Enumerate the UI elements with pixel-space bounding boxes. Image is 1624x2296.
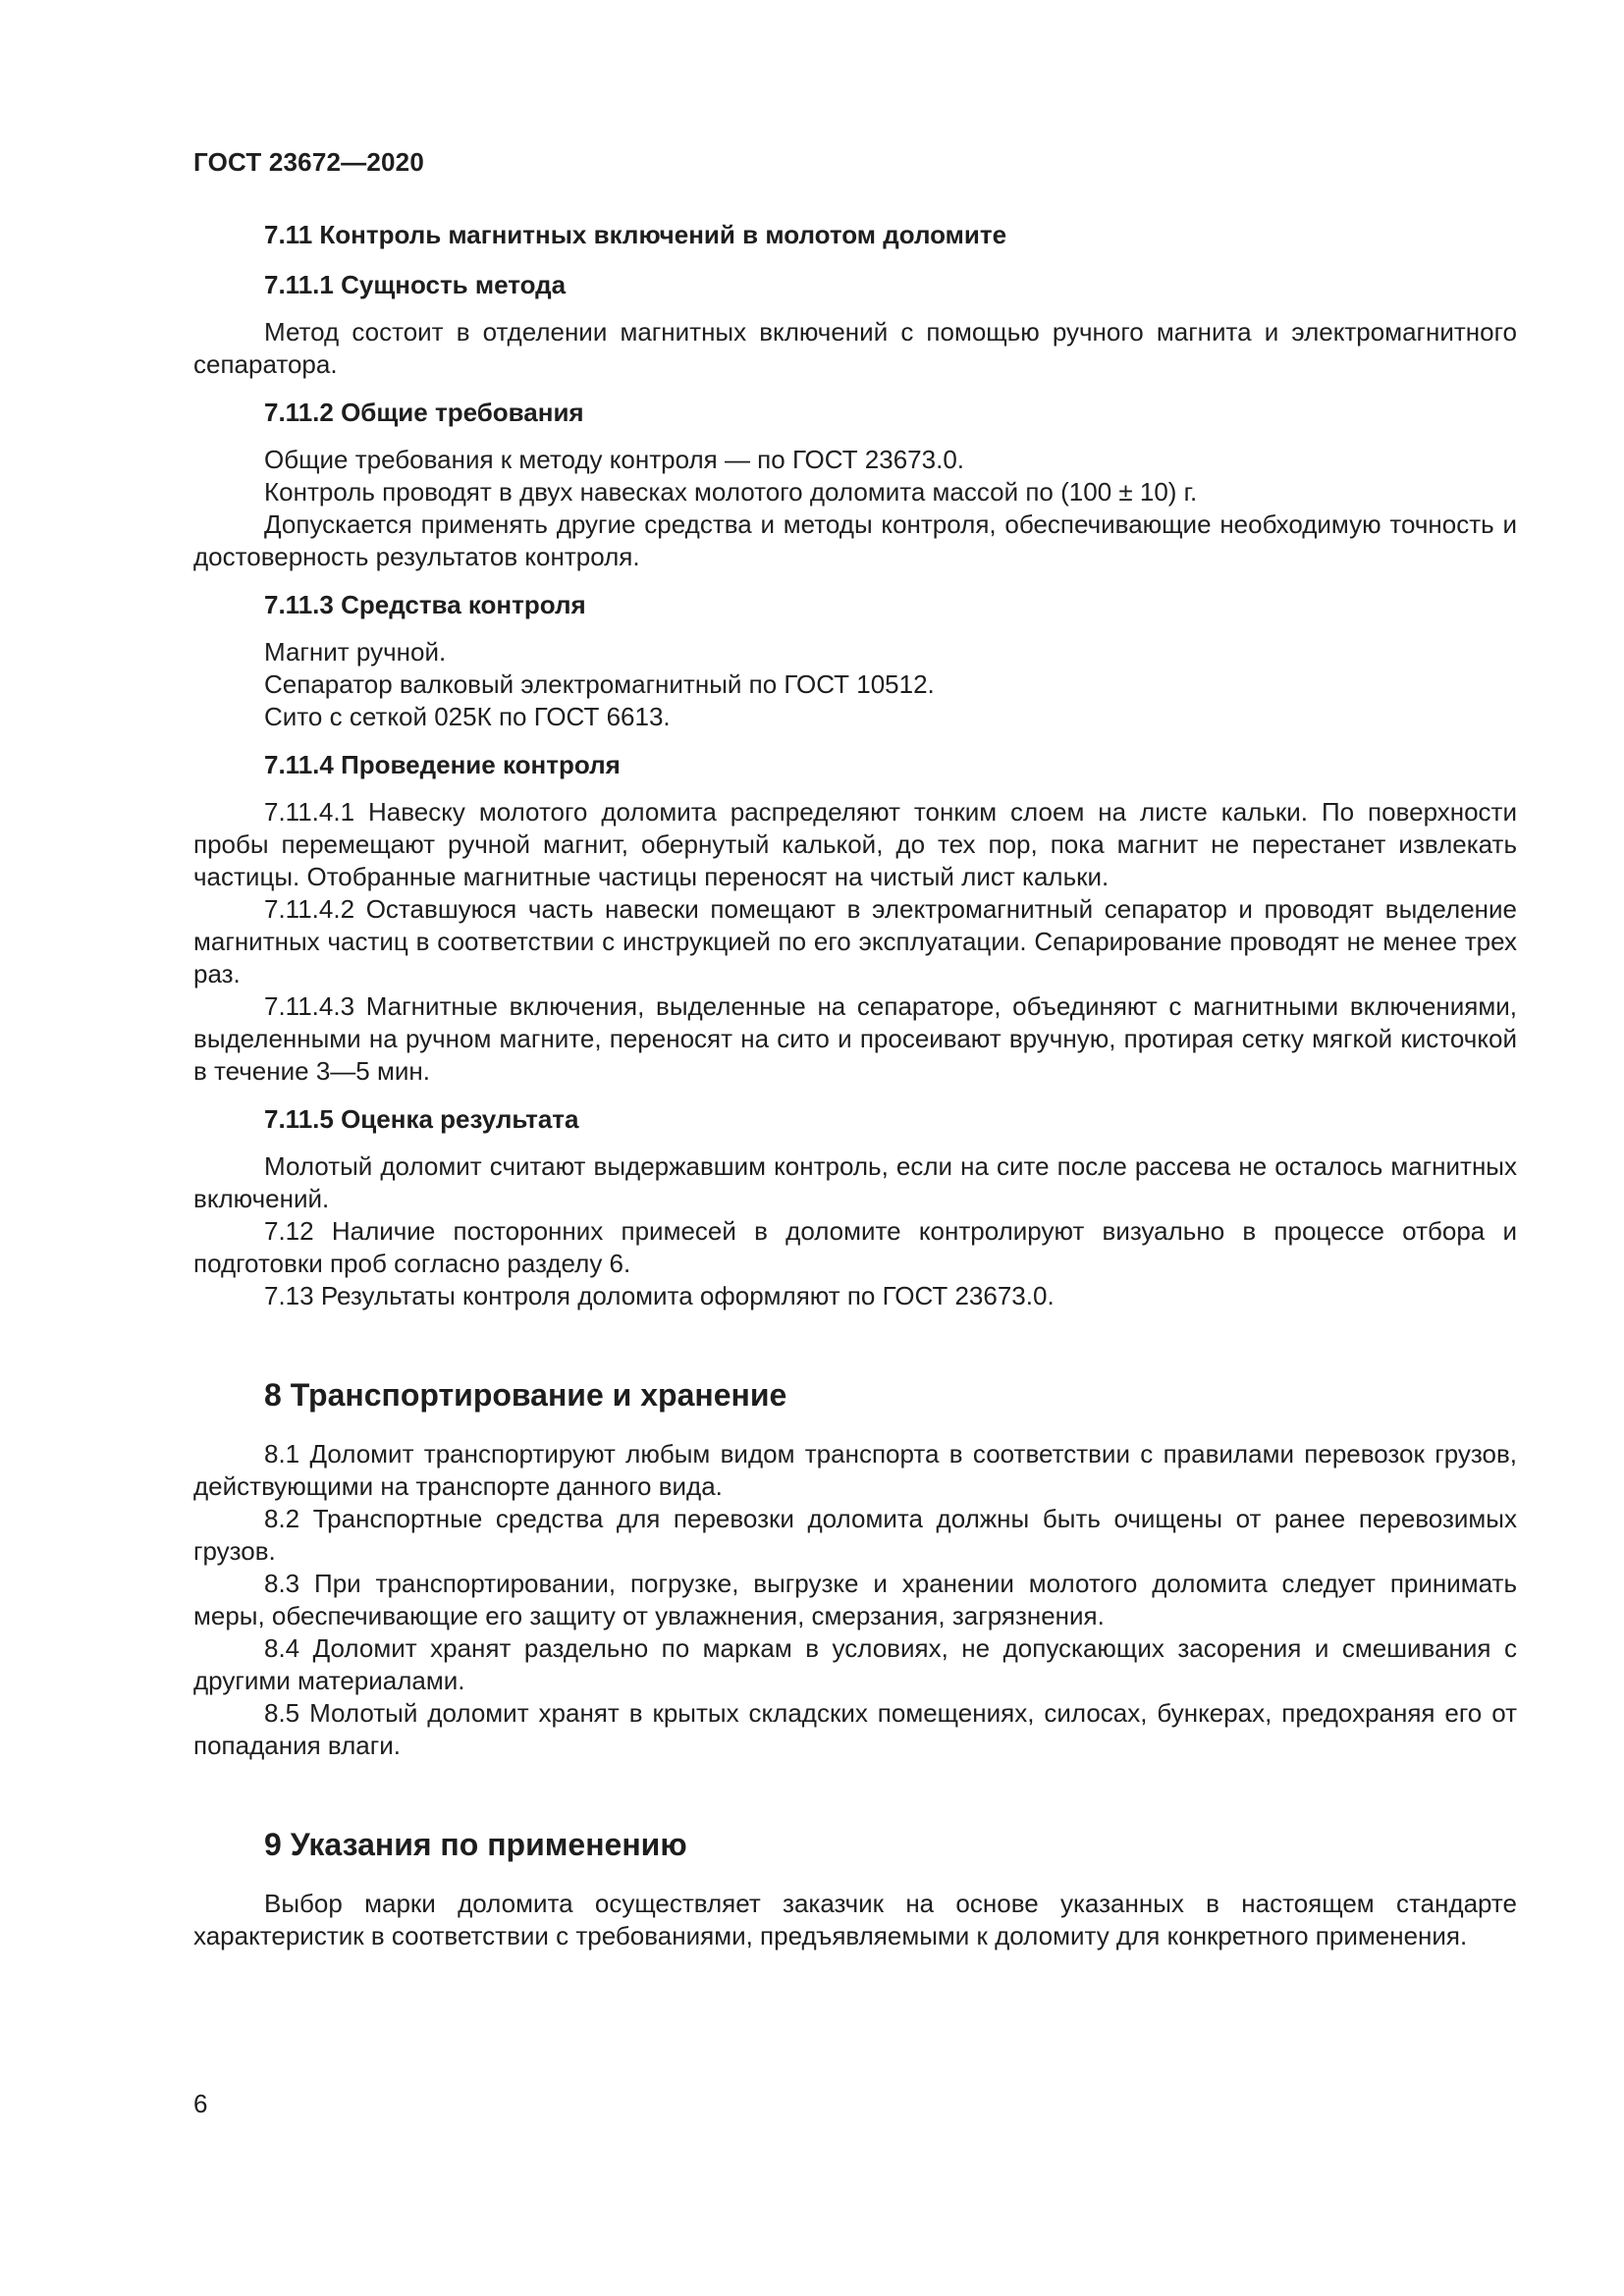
heading-7-11-4: 7.11.4 Проведение контроля (264, 750, 621, 779)
paragraph: Сито с сеткой 025К по ГОСТ 6613. (264, 702, 671, 731)
paragraph: Метод состоит в отделении магнитных включений с помощью ручного магнита и электромагнитного сепаратора. (193, 317, 1517, 379)
paragraph: Молотый доломит считают выдержавшим контроль, если на сите после рассева не осталось магнитных включений. (193, 1151, 1517, 1213)
heading-7-11-5: 7.11.5 Оценка результата (264, 1104, 579, 1134)
paragraph: 7.11.4.1 Навеску молотого доломита распределяют тонким слоем на листе кальки. По поверхности пробы перемещают ручной магнит, обернутый калькой, до тех пор, пока магнит не перестанет извлекать частицы. Отобранные магнитные частицы переносят на чистый лист кальки. (193, 797, 1517, 891)
paragraph: 7.13 Результаты контроля доломита оформляют по ГОСТ 23673.0. (264, 1281, 1055, 1310)
heading-7-11-2: 7.11.2 Общие требования (264, 398, 584, 427)
paragraph: 7.12 Наличие посторонних примесей в доломите контролируют визуально в процессе отбора и подготовки проб согласно разделу 6. (193, 1216, 1517, 1278)
heading-section-9: 9 Указания по применению (264, 1827, 687, 1862)
paragraph: 8.2 Транспортные средства для перевозки доломита должны быть очищены от ранее перевозимых грузов. (193, 1504, 1517, 1566)
paragraph: 8.1 Доломит транспортируют любым видом транспорта в соответствии с правилами перевозок грузов, действующими на транспорте данного вида. (193, 1439, 1517, 1501)
paragraph: Выбор марки доломита осуществляет заказчик на основе указанных в настоящем стандарте характеристик в соответствии с требованиями, предъявляемыми к доломиту для конкретного применения. (193, 1889, 1517, 1950)
paragraph: Сепаратор валковый электромагнитный по ГОСТ 10512. (264, 669, 935, 699)
standard-id: ГОСТ 23672—2020 (193, 147, 424, 177)
page-number: 6 (193, 2089, 208, 2118)
heading-section-8: 8 Транспортирование и хранение (264, 1377, 787, 1413)
paragraph: Контроль проводят в двух навесках молотого доломита массой по (100 ± 10) г. (264, 477, 1198, 507)
heading-7-11-3: 7.11.3 Средства контроля (264, 590, 586, 619)
paragraph: Общие требования к методу контроля — по ГОСТ 23673.0. (264, 445, 965, 474)
paragraph: Магнит ручной. (264, 637, 447, 667)
heading-7-11-1: 7.11.1 Сущность метода (264, 270, 567, 299)
document-body (193, 218, 1517, 1952)
paragraph: 7.11.4.3 Магнитные включения, выделенные на сепараторе, объединяют с магнитными включениями, выделенными на ручном магните, переносят на сито и просеивают вручную, протирая сетку мягкой кисточкой в течение 3—5 мин. (193, 991, 1517, 1086)
paragraph: Допускается применять другие средства и методы контроля, обеспечивающие необходимую точность и достоверность результатов контроля. (193, 509, 1517, 571)
paragraph: 8.3 При транспортировании, погрузке, выгрузке и хранении молотого доломита следует принимать меры, обеспечивающие его защиту от увлажнения, смерзания, загрязнения. (193, 1569, 1517, 1630)
heading-7-11: 7.11 Контроль магнитных включений в молотом доломите (264, 220, 1007, 249)
paragraph: 8.5 Молотый доломит хранят в крытых складских помещениях, силосах, бункерах, предохраняя его от попадания влаги. (193, 1698, 1517, 1760)
paragraph: 7.11.4.2 Оставшуюся часть навески помещают в электромагнитный сепаратор и проводят выделение магнитных частиц в соответствии с инструкцией по его эксплуатации. Сепарирование проводят не менее трех раз. (193, 894, 1517, 988)
paragraph: 8.4 Доломит хранят раздельно по маркам в условиях, не допускающих засорения и смешивания с другими материалами. (193, 1633, 1517, 1695)
